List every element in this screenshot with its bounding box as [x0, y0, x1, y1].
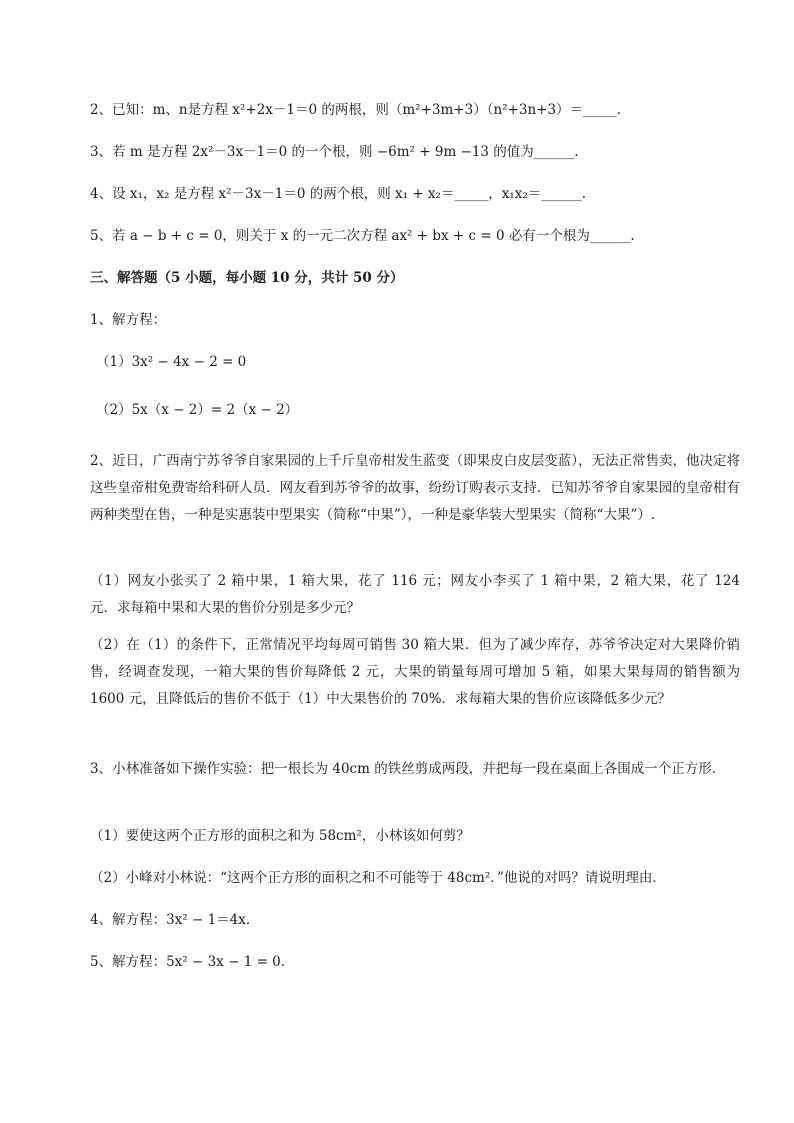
section-heading: 三、解答题（5 小题，每小题 10 分，共计 50 分）: [90, 270, 404, 286]
question-4: 4、解方程：3x² − 1＝4x.: [90, 912, 251, 928]
question-1-part-1: （1）3x² − 4x − 2 = 0: [96, 354, 247, 370]
fill-in-question-4: 4、设 x₁，x₂ 是方程 x²－3x－1＝0 的两个根，则 x₁ + x₂＝_____，x₁x₂＝______.: [90, 186, 587, 202]
question-3-intro: 3、小林准备如下操作实验：把一根长为 40cm 的铁丝剪成两段，并把每一段在桌面上各围成一个正方形．: [90, 761, 726, 777]
question-2-part-1: （1）网友小张买了 2 箱中果，1 箱大果，花了 116 元；网友小李买了 1 箱中果，2 箱大果，花了 124 元．求每箱中果和大果的售价分别是多少元？: [90, 573, 740, 616]
fill-in-question-3: 3、若 m 是方程 2x²－3x－1＝0 的一个根，则 −6m² + 9m −13 的值为______.: [90, 144, 579, 160]
fill-in-question-2: 2、已知：m、n是方程 x²+2x－1＝0 的两根，则（m²+3m+3）（n²+3n+3）＝_____.: [90, 102, 622, 118]
fill-in-question-5: 5、若 a − b + c = 0，则关于 x 的一元二次方程 ax² + bx + c = 0 必有一个根为______.: [90, 228, 635, 244]
question-1-part-2: （2）5x（x − 2）= 2（x − 2）: [96, 402, 299, 418]
question-1-title: 1、解方程：: [90, 312, 167, 328]
question-2-part-2: （2）在（1）的条件下，正常情况平均每周可销售 30 箱大果．但为了减少库存，苏爷爷决定对大果降价销售，经调查发现，一箱大果的售价每降低 2 元，大果的销量每周可增加 5 箱，如果大果每周的销售额为 1600 元，且降低后的售价不低于（1）中大果售价的 70%．求每箱大果的售价应该降低多少元？: [90, 637, 740, 707]
question-3-part-1: （1）要使这两个正方形的面积之和为 58cm²，小林该如何剪？: [90, 828, 470, 844]
question-2-intro: 2、近日，广西南宁苏爷爷自家果园的上千斤皇帝柑发生蓝变（即果皮白皮层变蓝），无法正常售卖，他决定将这些皇帝柑免费寄给科研人员．网友看到苏爷爷的故事，纷纷订购表示支持．已知苏爷爷自家果园的皇帝柑有两种类型在售，一种是实惠装中型果实（简称“中果”），一种是豪华装大型果实（简称“大果”）.: [90, 453, 740, 523]
question-5: 5、解方程：5x² − 3x − 1 = 0．: [90, 954, 295, 970]
question-3-part-2: （2）小峰对小林说：“这两个正方形的面积之和不可能等于 48cm²．”他说的对吗？请说明理由．: [90, 870, 666, 886]
